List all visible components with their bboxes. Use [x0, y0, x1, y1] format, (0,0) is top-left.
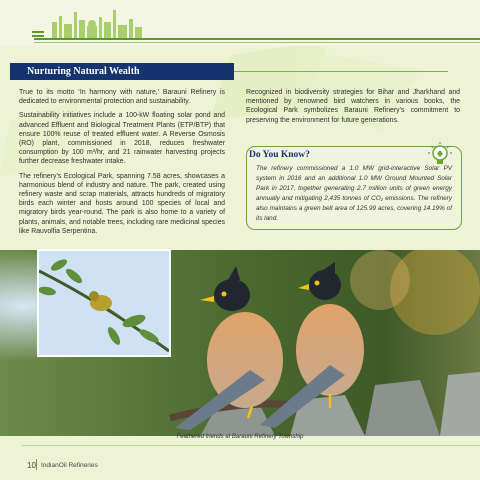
section-title: Nurturing Natural Wealth: [27, 66, 140, 77]
section-title-rule: [234, 71, 448, 72]
paragraph: True to its motto ‘In harmony with nature,’ Barauni Refinery is dedicated to environmental protection and sustainability.: [19, 89, 225, 106]
footer-brand: IndianOil Refineries: [41, 462, 98, 469]
header-rule: [34, 38, 480, 40]
left-column: [19, 88, 225, 241]
refinery-skyline-icon: [46, 8, 146, 38]
paragraph: Recognized in biodiversity strategies for Bihar and Jharkhand and mentioned by renowned bird watchers in various books, the Ecological Park symbolizes Barauni Refinery’s commitment to preserving the environment for future generations.: [246, 89, 460, 124]
photo-caption: Feathered friends at Barauni Refinery Township: [176, 434, 304, 440]
page-number: 10: [27, 461, 36, 470]
did-you-know-text: The refinery commissioned a 1.0 MW grid-interactive Solar PV system in 2016 and an additional 1.0 MW Ground Mounted Solar Park in 2017, together generating 2.7 million units of green energy annually and mitigating 2,435 tonnes of CO₂ emissions. The refinery also maintains a green belt area of 125.99 acres, covering 14.19% of its land.: [256, 165, 452, 222]
paragraph: Sustainability initiatives include a 100-kW floating solar pond and advanced Effluent and Biological Treatment Plants (ETP/BTP) that ensure 100% reuse of treated effluent water. A Reverse Osmosis (RO) plant, commissioned in 2018, reduces freshwater consumption by 100 m³/hr, and 21 rainwater harvesting projects further decrease freshwater intake.: [19, 112, 225, 166]
right-column: [246, 88, 460, 130]
header-lines-icon: [32, 31, 44, 38]
did-you-know-title: Do You Know?: [249, 150, 310, 160]
inset-bird-photo: [37, 249, 171, 357]
header-rule-thin: [34, 42, 480, 43]
footer-rule: [22, 445, 480, 446]
page-number-divider: [36, 459, 37, 470]
paragraph: The refinery’s Ecological Park, spanning 7.58 acres, showcases a harmonious blend of industry and nature. The park, created using refinery waste and scrap materials, attracts hundreds of migratory birds each winter and hosts around 100 species of local and migratory birds year-round. The park is also home to a variety of plants, animals, and notable trees, including rare medicinal species like Rauvolfia Serpentina.: [19, 172, 225, 235]
section-title-banner: [10, 63, 234, 80]
